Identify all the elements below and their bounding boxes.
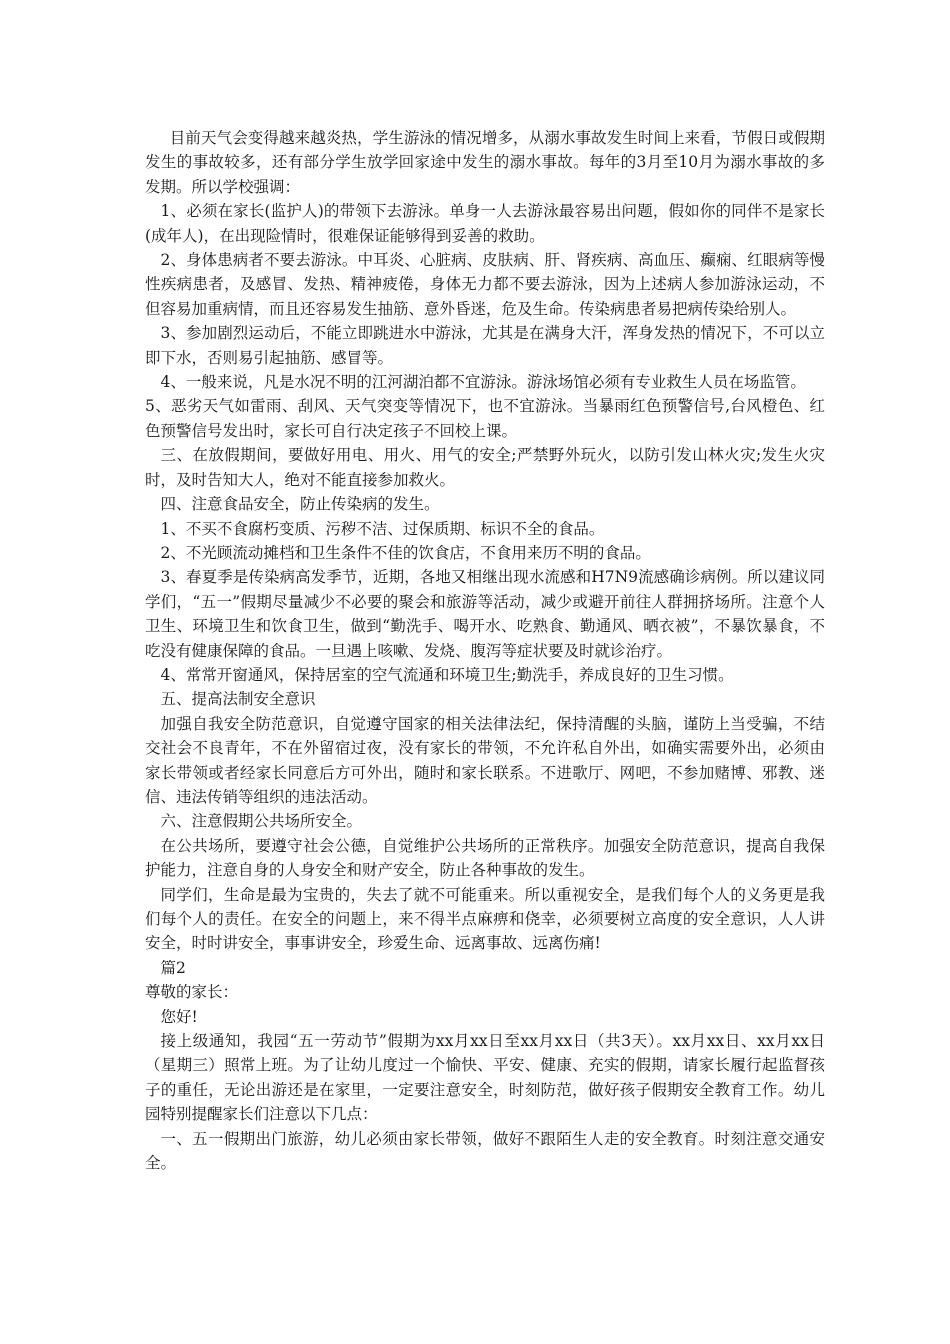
document-body [145,126,825,1175]
paragraph: 2、身体患病者不要去游泳。中耳炎、心脏病、皮肤病、肝、肾疾病、高血压、癫痫、红眼病等慢性疾病患者，及感冒、发热、精神疲倦，身体无力都不要去游泳，因为上述病人参加游泳运动，不但容易加重病情，而且还容易发生抽筋、意外昏迷，危及生命。传染病患者易把病传染给别人。 [145,251,825,318]
paragraph: 尊敬的家长： [145,983,239,1002]
paragraph: 三、在放假期间，要做好用电、用火、用气的安全;严禁野外玩火，以防引发山林火灾;发生火灾时，及时告知大人，绝对不能直接参加救火。 [145,446,825,489]
paragraph: 3、春夏季是传染病高发季节，近期，各地又相继出现水流感和H7N9流感确诊病例。所以建议同学们，“五一”假期尽量减少不必要的聚会和旅游等活动，减少或避开前往人群拥挤场所。注意个人卫生、环境卫生和饮食卫生，做到“勤洗手、喝开水、吃熟食、勤通风、晒衣被”，不暴饮暴食，不吃没有健康保障的食品。一旦遇上咳嗽、发烧、腹泻等症状要及时就诊治疗。 [145,568,825,660]
paragraph: 1、不买不食腐朽变质、污秽不洁、过保质期、标识不全的食品。 [160,519,605,538]
paragraph: 在公共场所，要遵守社会公德，自觉维护公共场所的正常秩序。加强安全防范意识，提高自我保护能力，注意自身的人身安全和财产安全，防止各种事故的发生。 [145,836,825,880]
paragraph: 六、注意假期公共场所安全。 [160,812,363,831]
paragraph: 4、一般来说，凡是水况不明的江河湖泊都不宜游泳。游泳场馆必须有专业救生人员在场监管。 [160,373,806,392]
paragraph: 2、不光顾流动摊档和卫生条件不佳的饮食店，不食用来历不明的食品。 [160,543,651,562]
paragraph: 五、提高法制安全意识 [160,690,316,709]
paragraph: 接上级通知，我园“五一劳动节”假期为xx月xx日至xx月xx日（共3天）。xx月xx日、xx月xx日（星期三）照常上班。为了让幼儿度过一个愉快、平安、健康、充实的假期，请家长履行起监督孩子的重任，无论出游还是在家里，一定要注意安全，时刻防范，做好孩子假期安全教育工作。幼儿园特别提醒家长们注意以下几点： [145,1032,825,1124]
paragraph: 1、必须在家长(监护人)的带领下去游泳。单身一人去游泳最容易出问题，假如你的同伴不是家长(成年人)，在出现险情时，很难保证能够得到妥善的救助。 [145,202,825,245]
paragraph: 4、常常开窗通风，保持居室的空气流通和环境卫生;勤洗手，养成良好的卫生习惯。 [160,665,734,684]
paragraph: 5、恶劣天气如雷雨、刮风、天气突变等情况下，也不宜游泳。当暴雨红色预警信号,台风橙色、红色预警信号发出时，家长可自行决定孩子不回校上课。 [145,397,825,440]
paragraph: 篇2 [160,958,186,977]
paragraph: 目前天气会变得越来越炎热，学生游泳的情况增多，从溺水事故发生时间上来看，节假日或假期发生的事故较多，还有部分学生放学回家途中发生的溺水事故。每年的3月至10月为溺水事故的多发期。所以学校强调： [145,129,825,196]
paragraph: 您好! [160,1007,198,1026]
paragraph: 一、五一假期出门旅游，幼儿必须由家长带领，做好不跟陌生人走的安全教育。时刻注意交通安全。 [145,1129,825,1173]
paragraph: 3、参加剧烈运动后，不能立即跳进水中游泳，尤其是在满身大汗，浑身发热的情况下，不可以立即下水，否则易引起抽筋、感冒等。 [145,324,825,367]
paragraph: 四、注意食品安全，防止传染病的发生。 [160,495,440,514]
paragraph: 加强自我安全防范意识，自觉遵守国家的相关法律法纪，保持清醒的头脑，谨防上当受骗，不结交社会不良青年，不在外留宿过夜，没有家长的带领，不允许私自外出，如确实需要外出，必须由家长带领或者经家长同意后方可外出，随时和家长联系。不进歌厅、网吧，不参加赌博、邪教、迷信、违法传销等组织的违法活动。 [145,714,825,806]
paragraph: 同学们，生命是最为宝贵的，失去了就不可能重来。所以重视安全，是我们每个人的义务更是我们每个人的责任。在安全的问题上，来不得半点麻痹和侥幸，必须要树立高度的安全意识，人人讲安全，时时讲安全，事事讲安全，珍爱生命、远离事故、远离伤痛! [145,885,825,953]
